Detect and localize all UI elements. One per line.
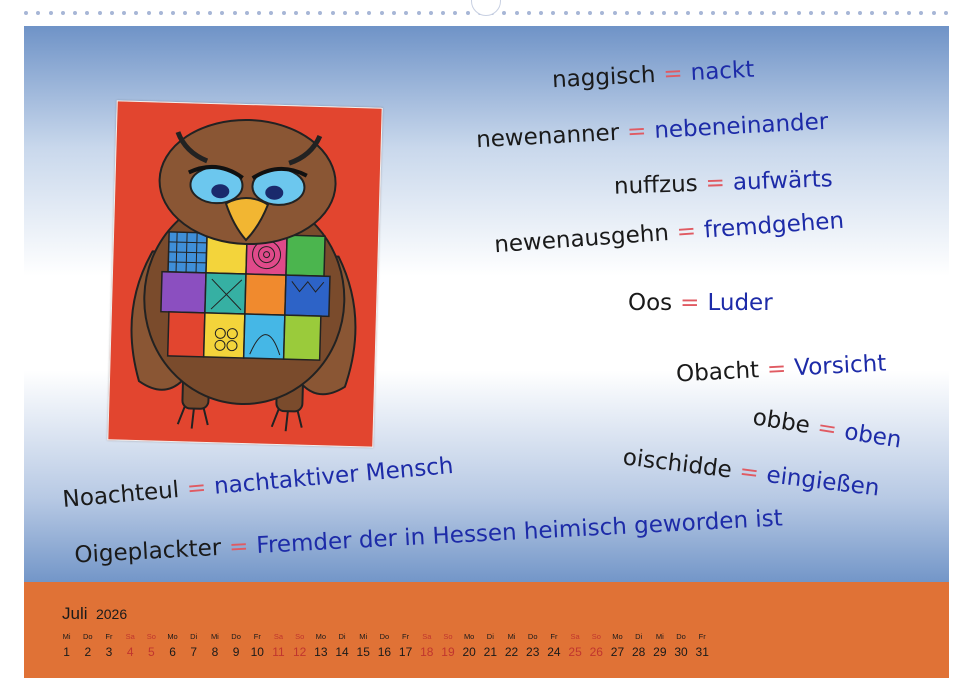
binding-ring [441, 11, 445, 15]
weekday-label: Fr [550, 632, 558, 641]
binding-ring [772, 11, 776, 15]
standard-german-meaning: nackt [689, 56, 755, 87]
weekday-label: Sa [422, 632, 432, 641]
binding-ring [196, 11, 200, 15]
dialect-term: nuffzus [613, 170, 699, 200]
calendar-day [586, 630, 607, 660]
dialect-term: naggisch [551, 61, 657, 94]
calendar-day [353, 630, 374, 660]
day-number: 7 [190, 645, 198, 659]
day-number: 6 [169, 645, 176, 659]
equals-sign: = [626, 118, 648, 146]
calendar-day [183, 630, 204, 660]
dialect-term: Noachteul [61, 476, 181, 514]
day-number: 10 [250, 645, 264, 659]
binding-ring [343, 11, 347, 15]
month-name: Juli [62, 604, 88, 623]
equals-sign: = [737, 458, 761, 487]
weekday-label: Di [190, 632, 198, 641]
weekday-label: Do [231, 632, 241, 641]
day-number: 15 [356, 645, 370, 659]
binding-ring [294, 11, 298, 15]
day-number: 12 [292, 645, 307, 659]
weekday-label: Di [486, 632, 494, 641]
binding-ring [233, 11, 237, 15]
binding-ring [122, 11, 126, 15]
calendar-day [268, 630, 289, 660]
equals-sign: = [680, 290, 700, 316]
day-number: 8 [211, 645, 219, 659]
calendar-day [120, 630, 141, 660]
dialect-term: oischidde [621, 444, 734, 484]
weekday-label: Mi [359, 632, 368, 641]
binding-ring [834, 11, 838, 15]
binding-ring [147, 11, 151, 15]
binding-ring [588, 11, 592, 15]
day-number: 18 [420, 645, 434, 659]
dialect-term: Obacht [675, 357, 760, 388]
binding-ring [417, 11, 421, 15]
binding-ring [600, 11, 604, 15]
binding-ring [539, 11, 543, 15]
binding-ring [306, 11, 310, 15]
binding-ring [699, 11, 703, 15]
binding-ring [453, 11, 457, 15]
weekday-label: Mi [210, 632, 219, 641]
binding-ring [392, 11, 396, 15]
binding-ring [662, 11, 666, 15]
binding-ring [404, 11, 408, 15]
equals-sign: = [815, 414, 839, 444]
calendar-day [162, 630, 183, 660]
weekday-label: So [591, 632, 601, 641]
equals-sign: = [228, 533, 250, 561]
weekday-label: Di [338, 632, 346, 641]
binding-ring [784, 11, 788, 15]
calendar-day [331, 630, 352, 660]
binding-ring [650, 11, 654, 15]
calendar-day [226, 630, 247, 660]
binding-ring [846, 11, 850, 15]
day-number: 9 [232, 645, 240, 659]
binding-ring [171, 11, 175, 15]
binding-ring [723, 11, 727, 15]
binding-ring [49, 11, 53, 15]
binding-ring [932, 11, 936, 15]
weekday-label: Do [82, 632, 93, 641]
standard-german-meaning: Fremder der in Hessen heimisch geworden ist [255, 505, 784, 560]
calendar-day [670, 630, 691, 660]
binding-ring [809, 11, 813, 15]
month-heading [62, 604, 127, 624]
dialect-term: obbe [750, 404, 812, 440]
binding-ring [551, 11, 555, 15]
standard-german-meaning: oben [842, 418, 904, 454]
day-number: 22 [504, 645, 519, 659]
calendar-day [77, 630, 98, 660]
binding-ring [637, 11, 641, 15]
binding-ring [331, 11, 335, 15]
month-year: 2026 [95, 606, 128, 622]
binding-ring [870, 11, 874, 15]
calendar-day [141, 630, 162, 660]
day-number: 4 [126, 645, 134, 659]
weekday-label: Fr [253, 632, 261, 641]
weekday-label: Do [379, 632, 390, 641]
binding-ring [576, 11, 580, 15]
weekday-label: Mi [62, 632, 71, 641]
day-number: 23 [526, 645, 540, 659]
equals-sign: = [185, 474, 208, 503]
binding-ring [907, 11, 911, 15]
binding-ring [183, 11, 187, 15]
binding-ring [711, 11, 715, 15]
binding-ring [502, 11, 506, 15]
day-number: 11 [272, 645, 285, 659]
calendar-day [289, 630, 310, 660]
weekday-label: Mo [315, 632, 327, 641]
binding-ring [269, 11, 273, 15]
binding-ring [466, 11, 470, 15]
day-number: 1 [63, 645, 70, 659]
day-number: 31 [695, 645, 709, 659]
binding-ring [429, 11, 433, 15]
weekday-label: Sa [125, 632, 135, 641]
weekday-label: Fr [698, 632, 706, 641]
calendar-day [692, 630, 713, 660]
binding-ring [282, 11, 286, 15]
binding-ring [257, 11, 261, 15]
equals-sign: = [705, 169, 726, 197]
binding-ring [760, 11, 764, 15]
weekday-label: So [443, 632, 453, 641]
binding-ring [24, 11, 28, 15]
binding-ring [98, 11, 102, 15]
binding-ring [735, 11, 739, 15]
day-number: 29 [653, 645, 667, 659]
calendar-day [501, 630, 522, 660]
day-number: 13 [314, 645, 328, 659]
calendar-day [565, 630, 586, 660]
standard-german-meaning: nebeneinander [653, 108, 829, 144]
day-number: 27 [610, 645, 625, 659]
binding-ring [159, 11, 163, 15]
calendar-day [395, 630, 416, 660]
day-number: 24 [547, 645, 561, 659]
dialect-term: newenanner [475, 119, 620, 154]
day-number: 19 [441, 645, 455, 659]
day-number: 20 [462, 645, 476, 659]
day-number: 17 [398, 645, 413, 659]
binding-ring [355, 11, 359, 15]
weekday-label: Do [527, 632, 538, 641]
binding-ring [134, 11, 138, 15]
day-number: 25 [568, 645, 582, 659]
binding-ring [380, 11, 384, 15]
standard-german-meaning: nachtaktiver Mensch [213, 452, 455, 500]
binding-ring [883, 11, 887, 15]
binding-ring [515, 11, 519, 15]
calendar-day [628, 630, 649, 660]
binding-ring [674, 11, 678, 15]
dialect-term: Oigeplackter [73, 534, 222, 569]
day-number: 28 [631, 645, 646, 659]
binding-ring [944, 11, 948, 15]
calendar-day [204, 630, 225, 660]
binding-ring [564, 11, 568, 15]
binding-ring [895, 11, 899, 15]
binding-ring [36, 11, 40, 15]
calendar-day [98, 630, 119, 660]
binding-ring [61, 11, 65, 15]
equals-sign: = [766, 355, 787, 383]
binding-ring [220, 11, 224, 15]
binding-ring [527, 11, 531, 15]
binding-ring [208, 11, 212, 15]
equals-sign: = [675, 218, 697, 246]
calendar-day [374, 630, 395, 660]
weekday-label: Di [635, 632, 643, 641]
calendar-day [416, 630, 437, 660]
calendar-day [459, 630, 480, 660]
weekday-label: Mo [612, 632, 623, 641]
binding-ring [686, 11, 690, 15]
binding-ring [748, 11, 752, 15]
weekday-label: Sa [273, 632, 284, 641]
binding-ring [821, 11, 825, 15]
weekday-label: Mo [463, 632, 475, 641]
calendar-day [543, 630, 564, 660]
weekday-label: Fr [402, 632, 410, 641]
standard-german-meaning: Vorsicht [793, 350, 887, 382]
binding-ring [318, 11, 322, 15]
calendar-day [247, 630, 268, 660]
standard-german-meaning: eingießen [765, 462, 881, 502]
weekday-label: Mo [167, 632, 178, 641]
weekday-label: Fr [105, 632, 113, 641]
day-number: 16 [377, 645, 392, 659]
binding-ring [613, 11, 617, 15]
binding-ring [85, 11, 89, 15]
calendar-day [56, 630, 77, 660]
binding-ring [919, 11, 923, 15]
day-number: 2 [84, 645, 92, 659]
calendar-day-strip [56, 630, 713, 660]
dialect-term: newenausgehn [493, 220, 670, 259]
standard-german-meaning: aufwärts [732, 166, 834, 196]
weekday-label: So [295, 632, 305, 641]
binding-ring [110, 11, 114, 15]
calendar-day [607, 630, 628, 660]
calendar-day [480, 630, 501, 660]
weekday-label: Mi [655, 632, 664, 641]
dialect-term: Oos [628, 290, 673, 316]
day-number: 21 [483, 645, 498, 659]
binding-ring [73, 11, 77, 15]
day-number: 30 [674, 645, 688, 659]
day-number: 5 [148, 645, 155, 659]
day-number: 26 [589, 645, 603, 659]
standard-german-meaning: fremdgehen [703, 207, 845, 244]
owl-drawing-icon [107, 100, 382, 447]
standard-german-meaning: Luder [707, 290, 773, 316]
weekday-label: Do [676, 632, 686, 641]
calendar-day [437, 630, 458, 660]
calendar-day [649, 630, 670, 660]
calendar-day [522, 630, 543, 660]
weekday-label: Sa [570, 632, 580, 641]
equals-sign: = [662, 60, 684, 88]
binding-ring [245, 11, 249, 15]
binding-ring [858, 11, 862, 15]
binding-ring [625, 11, 629, 15]
calendar-footer [24, 582, 949, 678]
glossary-entry [628, 292, 773, 315]
day-number: 14 [335, 645, 349, 659]
weekday-label: Mi [507, 632, 516, 641]
binding-ring [367, 11, 371, 15]
day-number: 3 [105, 645, 113, 659]
calendar-day [310, 630, 331, 660]
weekday-label: So [146, 632, 156, 641]
binding-ring [797, 11, 801, 15]
